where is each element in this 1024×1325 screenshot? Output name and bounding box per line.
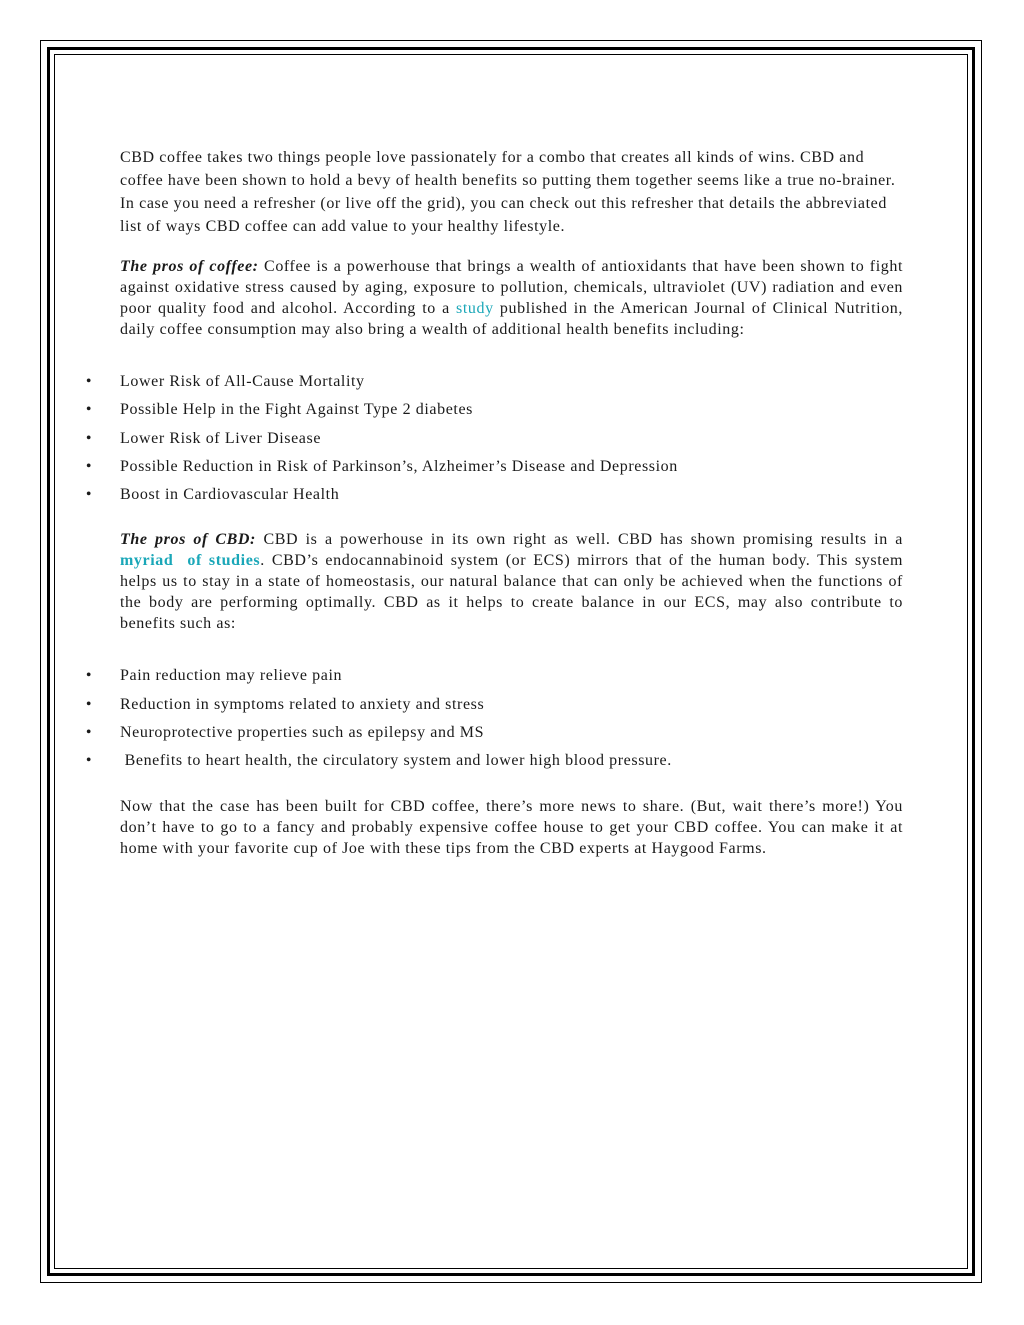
list-item [84,396,903,424]
coffee-pros-paragraph [120,256,903,340]
bullet-icon: • [85,486,93,504]
cbd-pros-text-1: CBD is a powerhouse in its own right as well. CBD has shown promising results in a [256,531,903,549]
closing-paragraph: Now that the case has been built for CBD coffee, there’s more news to share. (But, wait there’s more!) You don’t have to go to a fancy and probably expensive coffee house to get your CBD coffee. You can make it at home with your favorite cup of Joe with these tips from the CBD experts at Haygood Farms. [120,797,903,857]
coffee-pros-text-2: published in the American Journal of Clinical Nutrition, daily coffee consumption may also bring a wealth of additional health benefits including: [120,300,903,338]
list-item [84,481,903,509]
list-item-text: Reduction in symptoms related to anxiety and stress [120,695,485,713]
bullet-icon: • [85,457,93,475]
myriad-of-studies-link[interactable]: myriad of studies [120,552,261,570]
list-item [84,719,903,747]
bullet-icon: • [85,373,93,390]
bullet-icon: • [85,401,93,419]
coffee-pros-heading: The pros of coffee: [120,258,259,275]
cbd-pros-paragraph [120,529,903,634]
bullet-icon: • [85,724,93,742]
cbd-benefits-list [84,662,903,775]
list-item [84,691,903,719]
cbd-pros-text-2: . CBD’s endocannabinoid system (or ECS) mirrors that of the human body. This system helps us to stay in a state of homeostasis, our natural balance that can only be achieved when the functions of the body are performing optimally. CBD as it helps to create balance in our ECS, may also contribute to benefits such as: [120,552,903,633]
list-item [84,662,903,690]
coffee-pros-text-1: Coffee is a powerhouse that brings a wealth of antioxidants that have been shown to fight against oxidative stress caused by aging, exposure to pollution, chemicals, ultraviolet (UV) radiation and even poor quality food and alcohol. According to a [120,258,903,317]
bullet-icon: • [85,695,93,713]
coffee-benefits-list [84,368,903,509]
spacer [120,509,903,529]
intro-paragraph: CBD coffee takes two things people love passionately for a combo that creates all kinds of wins. CBD and coffee have been shown to hold a bevy of health benefits so putting them together seems like a true no-brainer. In case you need a refresher (or live off the grid), you can check out this refresher that details the abbreviated list of ways CBD coffee can add value to your healthy lifestyle. [120,149,896,235]
list-item-text: Lower Risk of All-Cause Mortality [120,373,365,390]
list-item [84,747,903,775]
bullet-icon: • [85,667,93,685]
document-body [85,146,903,859]
list-item-text: Neuroprotective properties such as epilepsy and MS [120,724,485,742]
list-item [84,425,903,453]
list-item-text: Possible Help in the Fight Against Type 2 diabetes [120,401,474,419]
list-item [84,453,903,481]
list-item-text: Boost in Cardiovascular Health [120,486,340,504]
list-item-text: Lower Risk of Liver Disease [120,429,322,447]
spacer [120,776,903,796]
study-link[interactable]: study [456,300,494,317]
list-item-text: Pain reduction may relieve pain [120,667,343,685]
bullet-icon: • [85,429,93,447]
list-item-text: Possible Reduction in Risk of Parkinson’s, Alzheimer’s Disease and Depression [120,457,678,475]
bullet-icon: • [85,752,93,770]
list-item [84,368,903,396]
list-item-text: Benefits to heart health, the circulatory system and lower high blood pressure. [120,752,672,770]
cbd-pros-heading: The pros of CBD: [120,531,256,549]
